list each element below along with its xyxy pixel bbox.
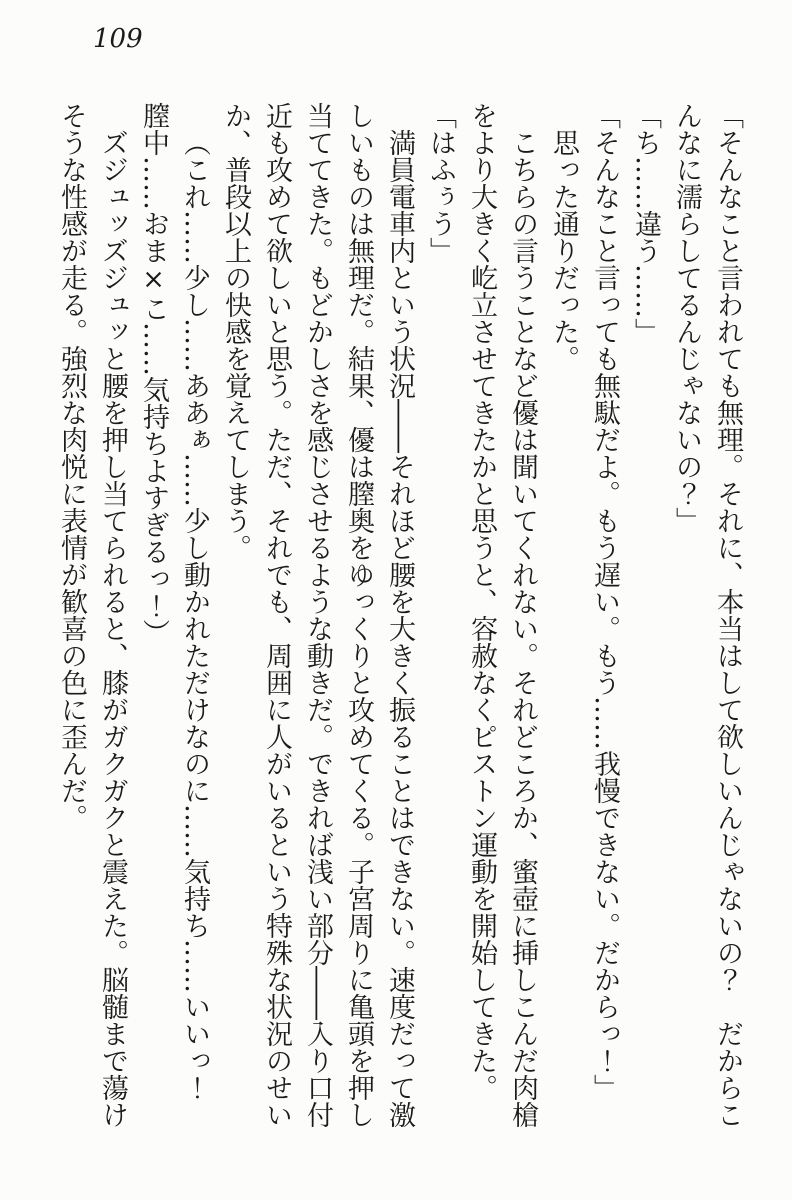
paragraph: ズジュッズジュッと腰を押し当てられると、膝がガクガクと震えた。脳髄まで蕩けそうな性感が走る。強烈な肉悦に表情が歓喜の色に歪んだ。 <box>56 102 128 1128</box>
text-block <box>51 102 748 1128</box>
paragraph: 満員電車内という状況――それほど腰を大きく振ることはできない。速度だって激しいものは無理だ。結果、優は膣奥をゆっくりと攻めてくる。子宮周りに亀頭を押し当ててきた。もどかしさを感じさせるような動きだ。できれば浅い部分――入り口付近も攻めて欲しいと思う。ただ、それでも、周囲に人がいるという特殊な状況のせいか、普段以上の快感を覚えてしまう。 <box>220 102 415 1128</box>
page-number: 109 <box>93 24 143 54</box>
paragraph: 「ち……違う……」 <box>630 102 661 345</box>
paragraph: 「はふぅう」 <box>425 102 456 264</box>
paragraph: 「そんなこと言っても無駄だよ。もう遅い。もう……我慢できない。だからっ！」 <box>589 102 620 1101</box>
paragraph: （これ……少し……ああぁ……少し動かれただけなのに……気持ち……いいっ！ 膣中……おま×こ……気持ちよすぎるっ！） <box>138 102 210 1128</box>
paragraph: 思った通りだった。 <box>548 129 579 372</box>
paragraph: こちらの言うことなど優は聞いてくれない。それどころか、蜜壺に挿しこんだ肉槍をより大きく屹立させてきたかと思うと、容赦なくピストン運動を開始してきた。 <box>466 102 538 1128</box>
paragraph: 「そんなこと言われても無理。それに、本当はして欲しいんじゃないの？ だからこんなに濡らしてるんじゃないの？」 <box>671 102 743 1128</box>
